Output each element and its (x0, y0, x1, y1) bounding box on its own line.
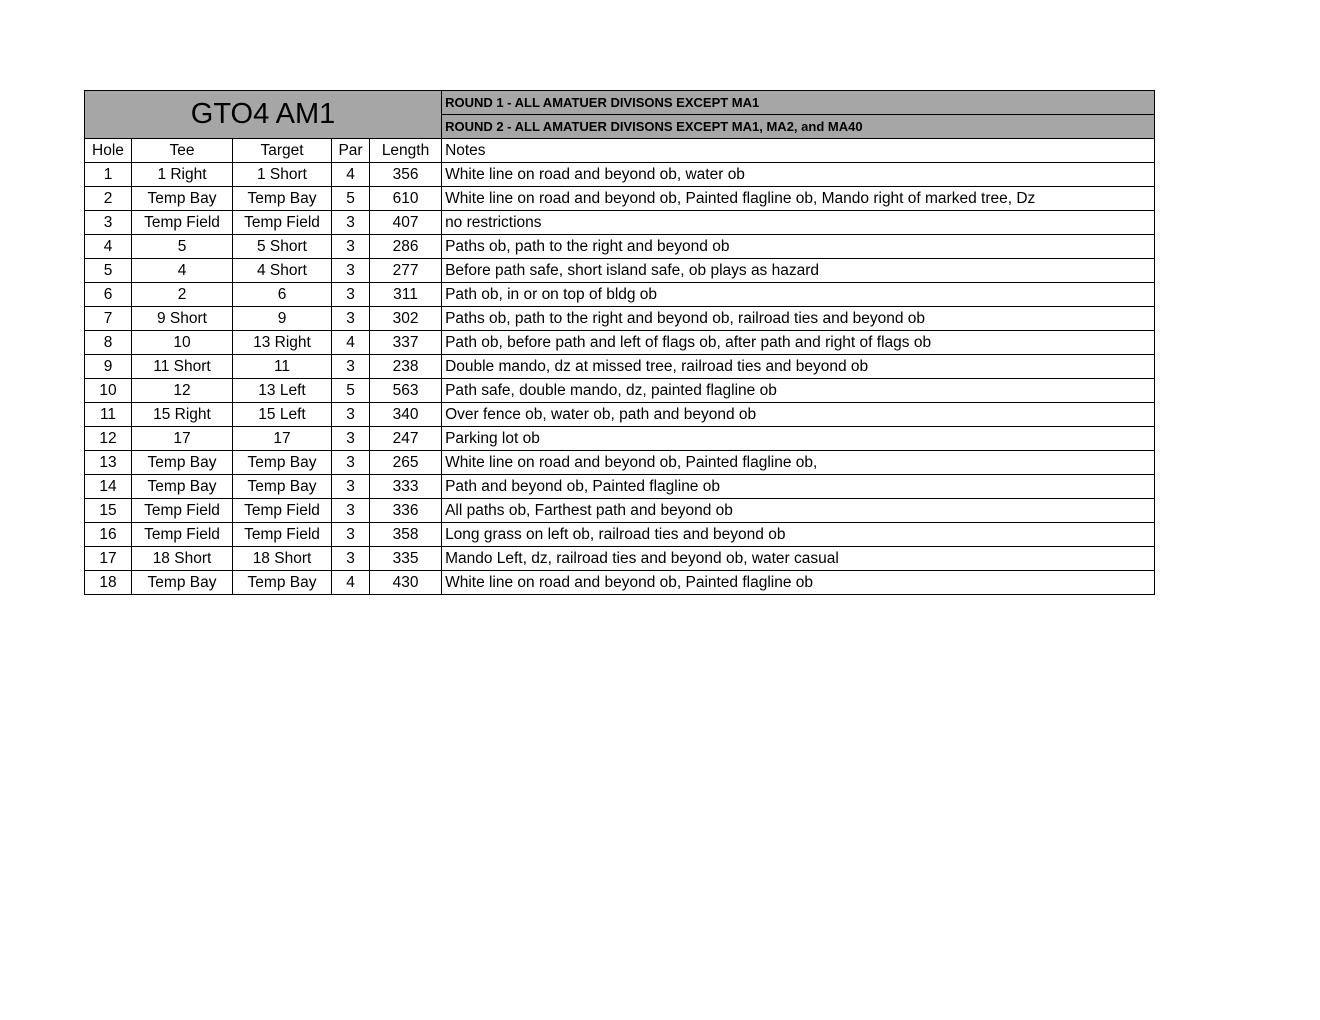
table-row (85, 211, 1155, 235)
hole-cell: 8 (85, 331, 132, 355)
hole-cell: 1 (85, 163, 132, 187)
column-header-hole: Hole (85, 139, 132, 163)
course-title: GTO4 AM1 (85, 91, 442, 139)
target-cell: 17 (233, 427, 332, 451)
notes-cell: no restrictions (442, 211, 1155, 235)
column-header-row (85, 139, 1155, 163)
length-cell: 265 (370, 451, 442, 475)
notes-cell: Before path safe, short island safe, ob plays as hazard (442, 259, 1155, 283)
tee-cell: 2 (132, 283, 233, 307)
notes-cell: All paths ob, Farthest path and beyond ob (442, 499, 1155, 523)
hole-cell: 11 (85, 403, 132, 427)
par-cell: 3 (332, 355, 370, 379)
par-cell: 4 (332, 331, 370, 355)
notes-cell: Path ob, before path and left of flags ob, after path and right of flags ob (442, 331, 1155, 355)
tee-cell: Temp Field (132, 211, 233, 235)
notes-cell: Mando Left, dz, railroad ties and beyond ob, water casual (442, 547, 1155, 571)
table-row (85, 379, 1155, 403)
length-cell: 430 (370, 571, 442, 595)
notes-cell: Paths ob, path to the right and beyond ob, railroad ties and beyond ob (442, 307, 1155, 331)
length-cell: 247 (370, 427, 442, 451)
length-cell: 238 (370, 355, 442, 379)
length-cell: 277 (370, 259, 442, 283)
tee-cell: Temp Field (132, 499, 233, 523)
table-row (85, 427, 1155, 451)
length-cell: 333 (370, 475, 442, 499)
target-cell: 9 (233, 307, 332, 331)
target-cell: Temp Field (233, 499, 332, 523)
par-cell: 3 (332, 427, 370, 451)
column-header-par: Par (332, 139, 370, 163)
tee-cell: Temp Bay (132, 571, 233, 595)
column-header-notes: Notes (442, 139, 1155, 163)
hole-cell: 14 (85, 475, 132, 499)
par-cell: 3 (332, 235, 370, 259)
target-cell: Temp Bay (233, 451, 332, 475)
notes-cell: White line on road and beyond ob, Painted flagline ob, Mando right of marked tree, Dz (442, 187, 1155, 211)
length-cell: 356 (370, 163, 442, 187)
hole-cell: 17 (85, 547, 132, 571)
par-cell: 5 (332, 187, 370, 211)
hole-cell: 7 (85, 307, 132, 331)
par-cell: 3 (332, 451, 370, 475)
hole-cell: 9 (85, 355, 132, 379)
tee-cell: 15 Right (132, 403, 233, 427)
table-row (85, 523, 1155, 547)
par-cell: 3 (332, 475, 370, 499)
par-cell: 3 (332, 283, 370, 307)
table-row (85, 571, 1155, 595)
tee-cell: Temp Bay (132, 187, 233, 211)
table-row (85, 547, 1155, 571)
notes-cell: Double mando, dz at missed tree, railroad ties and beyond ob (442, 355, 1155, 379)
tee-cell: 5 (132, 235, 233, 259)
table-row (85, 499, 1155, 523)
tee-cell: 11 Short (132, 355, 233, 379)
par-cell: 3 (332, 307, 370, 331)
tee-cell: 9 Short (132, 307, 233, 331)
notes-cell: Long grass on left ob, railroad ties and beyond ob (442, 523, 1155, 547)
hole-cell: 2 (85, 187, 132, 211)
length-cell: 563 (370, 379, 442, 403)
tee-cell: 4 (132, 259, 233, 283)
length-cell: 407 (370, 211, 442, 235)
table-row (85, 475, 1155, 499)
holes-body (85, 163, 1155, 595)
notes-cell: Path and beyond ob, Painted flagline ob (442, 475, 1155, 499)
par-cell: 5 (332, 379, 370, 403)
target-cell: Temp Bay (233, 571, 332, 595)
tee-cell: 12 (132, 379, 233, 403)
hole-cell: 4 (85, 235, 132, 259)
table-row (85, 235, 1155, 259)
tee-cell: 18 Short (132, 547, 233, 571)
target-cell: 18 Short (233, 547, 332, 571)
round-2-note: ROUND 2 - ALL AMATUER DIVISONS EXCEPT MA1, MA2, and MA40 (442, 115, 1155, 139)
header-row-round-1 (85, 91, 1155, 115)
hole-cell: 15 (85, 499, 132, 523)
length-cell: 336 (370, 499, 442, 523)
hole-cell: 13 (85, 451, 132, 475)
length-cell: 610 (370, 187, 442, 211)
table-row (85, 187, 1155, 211)
round-1-note: ROUND 1 - ALL AMATUER DIVISONS EXCEPT MA1 (442, 91, 1155, 115)
table-row (85, 355, 1155, 379)
length-cell: 302 (370, 307, 442, 331)
target-cell: 13 Right (233, 331, 332, 355)
length-cell: 286 (370, 235, 442, 259)
tee-cell: 17 (132, 427, 233, 451)
tee-cell: Temp Bay (132, 451, 233, 475)
par-cell: 3 (332, 547, 370, 571)
hole-cell: 12 (85, 427, 132, 451)
notes-cell: White line on road and beyond ob, water ob (442, 163, 1155, 187)
notes-cell: White line on road and beyond ob, Painted flagline ob (442, 571, 1155, 595)
par-cell: 3 (332, 403, 370, 427)
notes-cell: White line on road and beyond ob, Painted flagline ob, (442, 451, 1155, 475)
tee-cell: 10 (132, 331, 233, 355)
hole-cell: 6 (85, 283, 132, 307)
target-cell: 1 Short (233, 163, 332, 187)
hole-cell: 3 (85, 211, 132, 235)
table-row (85, 307, 1155, 331)
tee-cell: 1 Right (132, 163, 233, 187)
column-header-length: Length (370, 139, 442, 163)
target-cell: 5 Short (233, 235, 332, 259)
length-cell: 311 (370, 283, 442, 307)
column-header-tee: Tee (132, 139, 233, 163)
length-cell: 335 (370, 547, 442, 571)
target-cell: 13 Left (233, 379, 332, 403)
table-row (85, 451, 1155, 475)
table-row (85, 403, 1155, 427)
table-row (85, 259, 1155, 283)
target-cell: Temp Field (233, 523, 332, 547)
length-cell: 337 (370, 331, 442, 355)
par-cell: 3 (332, 259, 370, 283)
par-cell: 3 (332, 499, 370, 523)
tee-cell: Temp Field (132, 523, 233, 547)
column-header-target: Target (233, 139, 332, 163)
hole-cell: 18 (85, 571, 132, 595)
notes-cell: Parking lot ob (442, 427, 1155, 451)
target-cell: 4 Short (233, 259, 332, 283)
notes-cell: Paths ob, path to the right and beyond ob (442, 235, 1155, 259)
table-row (85, 331, 1155, 355)
course-table (84, 90, 1155, 595)
par-cell: 3 (332, 211, 370, 235)
target-cell: 6 (233, 283, 332, 307)
target-cell: Temp Bay (233, 187, 332, 211)
par-cell: 4 (332, 163, 370, 187)
target-cell: Temp Bay (233, 475, 332, 499)
table-row (85, 163, 1155, 187)
hole-cell: 16 (85, 523, 132, 547)
length-cell: 358 (370, 523, 442, 547)
target-cell: 15 Left (233, 403, 332, 427)
target-cell: Temp Field (233, 211, 332, 235)
par-cell: 3 (332, 523, 370, 547)
hole-cell: 5 (85, 259, 132, 283)
par-cell: 4 (332, 571, 370, 595)
table-row (85, 283, 1155, 307)
hole-cell: 10 (85, 379, 132, 403)
target-cell: 11 (233, 355, 332, 379)
notes-cell: Path ob, in or on top of bldg ob (442, 283, 1155, 307)
notes-cell: Over fence ob, water ob, path and beyond ob (442, 403, 1155, 427)
length-cell: 340 (370, 403, 442, 427)
notes-cell: Path safe, double mando, dz, painted flagline ob (442, 379, 1155, 403)
tee-cell: Temp Bay (132, 475, 233, 499)
